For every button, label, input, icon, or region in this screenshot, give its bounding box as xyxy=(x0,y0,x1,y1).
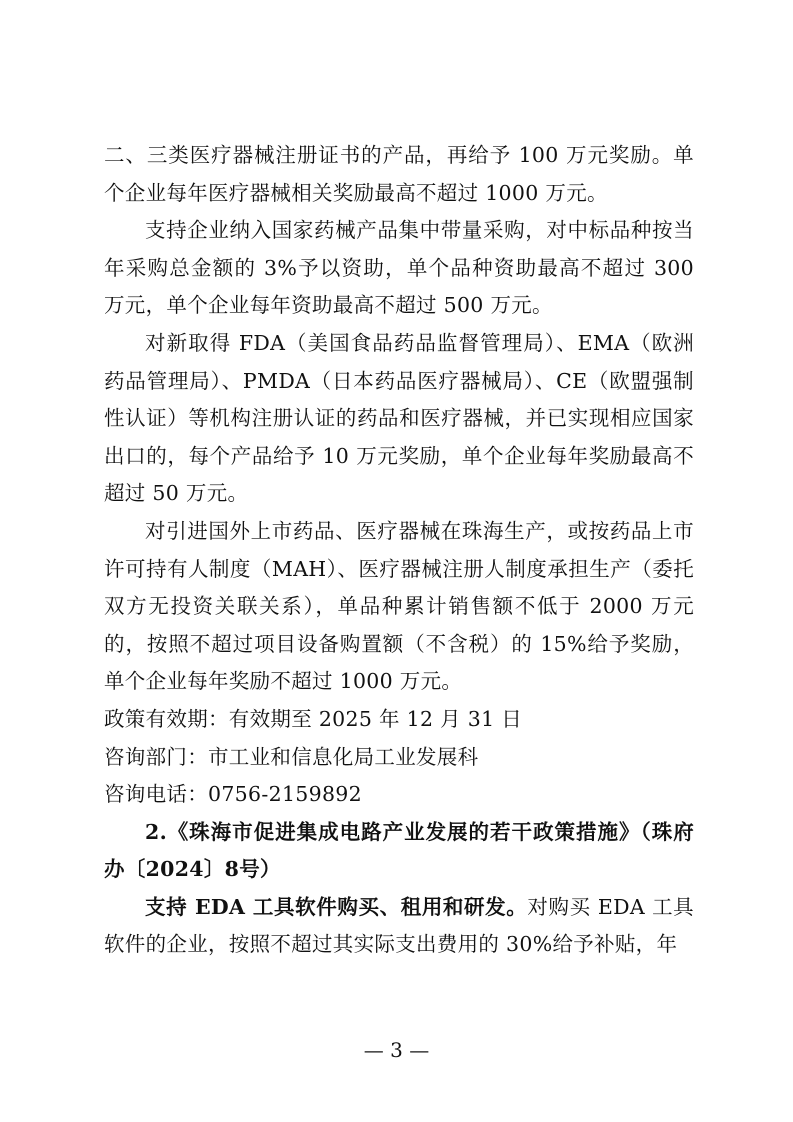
eda-support-lead: 支持 EDA 工具软件购买、租用和研发。 xyxy=(145,894,528,919)
page-number: — 3 — xyxy=(363,1038,430,1062)
eda-support-text: 对购买 EDA 工具软件的企业，按照不超过其实际支出费用的 30%给予补贴，年 xyxy=(104,894,694,957)
document-body xyxy=(104,137,694,964)
paragraph-volume-procurement: 支持企业纳入国家药械产品集中带量采购，对中标品种按当年采购总金额的 3%予以资助，单个品种资助最高不超过 300 万元，单个企业每年资助最高不超过 500 万元。 xyxy=(104,218,694,318)
paragraph-imported-drugs: 对引进国外上市药品、医疗器械在珠海生产，或按药品上市许可持有人制度（MAH）、医疗器械注册人制度承担生产（委托双方无投资关联关系），单品种累计销售额不低于 2000 万元的，按照不超过项目设备购置额（不含税）的 15%给予奖励，单个企业每年奖励不超过 1000 万元。 xyxy=(104,518,694,694)
consult-phone: 咨询电话：0756-2159892 xyxy=(104,782,362,807)
paragraph-medical-device-award: 二、三类医疗器械注册证书的产品，再给予 100 万元奖励。单个企业每年医疗器械相关奖励最高不超过 1000 万元。 xyxy=(104,143,694,205)
policy-validity: 政策有效期：有效期至 2025 年 12 月 31 日 xyxy=(104,706,523,731)
paragraph-eda-support xyxy=(104,889,694,964)
consult-department: 咨询部门：市工业和信息化局工业发展科 xyxy=(104,744,479,769)
paragraph-international-certification: 对新取得 FDA（美国食品药品监督管理局）、EMA（欧洲药品管理局）、PMDA（日本药品医疗器械局）、CE（欧盟强制性认证）等机构注册认证的药品和医疗器械，并已实现相应国家出口的，每个产品给予 10 万元奖励，单个企业每年奖励最高不超过 50 万元。 xyxy=(104,330,694,506)
section-heading: 2.《珠海市促进集成电路产业发展的若干政策措施》（珠府办〔2024〕8号） xyxy=(104,819,694,882)
